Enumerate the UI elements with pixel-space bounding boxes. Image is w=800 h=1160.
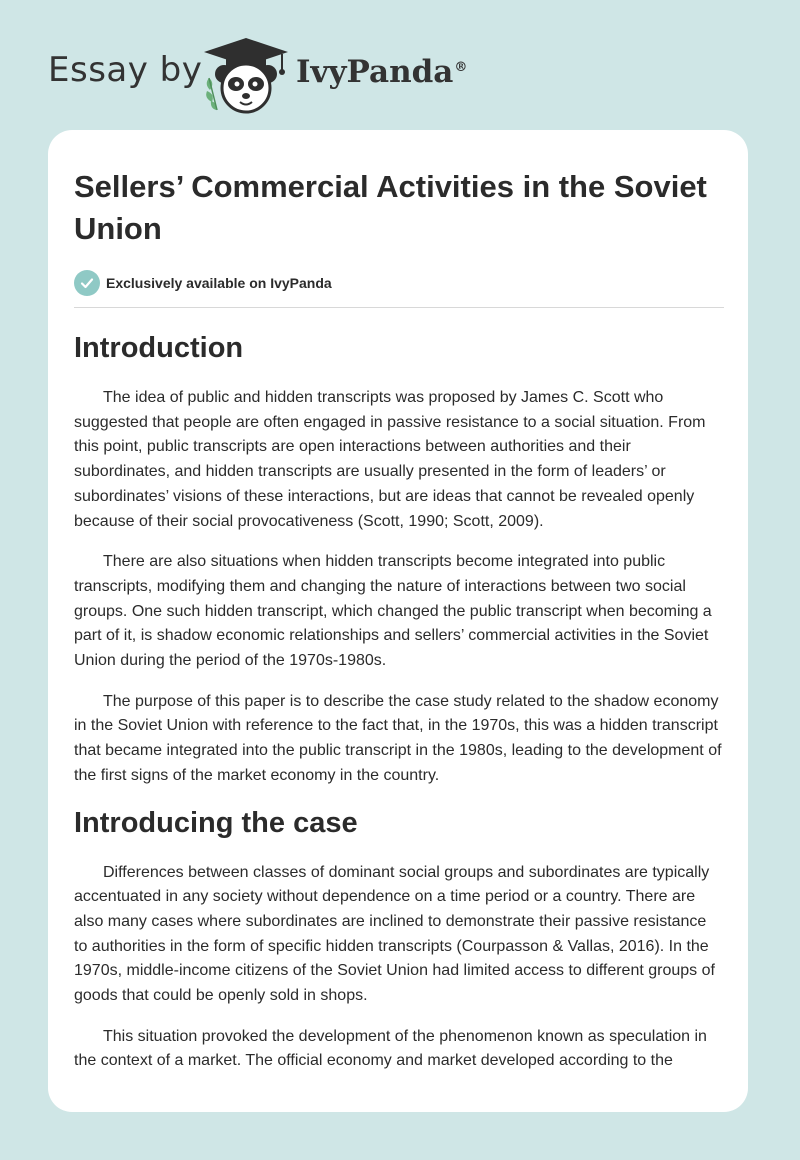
panda-graduation-cap-icon[interactable] [200,34,292,114]
section-introducing-the-case [74,805,724,1075]
exclusive-badge [74,270,724,296]
essay-card [48,130,748,1112]
paragraph: There are also situations when hidden transcripts become integrated into public transcripts, modifying them and changing the nature of interactions between two social groups. One such hidden transcript, which changed the public transcript when becoming a part of it, is shadow economic relationships and sellers’ commercial activities in the Soviet Union during the period of the 1970s-1980s. [74,553,712,670]
brand-name[interactable]: IvyPanda® [296,54,468,90]
registered-mark: ® [454,59,468,75]
section-heading: Introducing the case [74,806,358,839]
paragraph: Differences between classes of dominant social groups and subordinates are typically accentuated in any society without dependence on a time period or a country. There are also many cases where subordinates are inclined to demonstrate their passive resistance to authorities in the form of specific hidden transcripts (Courpasson & Vallas, 2016). In the 1970s, middle-income citizens of the Soviet Union had limited access to different groups of goods that could be openly sold in shops. [74,863,715,1005]
site-header [0,0,800,130]
check-icon [74,270,100,296]
section-heading: Introduction [74,332,244,364]
paragraph: The idea of public and hidden transcripts was proposed by James C. Scott who suggested that people are often engaged in passive resistance to a social situation. From this point, public transcripts are open interactions between authorities and their subordinates, and hidden transcripts are usually presented in the form of leaders’ or subordinates’ visions of these interactions, but are ideas that cannot be revealed openly because of their social provocativeness (Scott, 1990; Scott, 2009). [74,389,706,530]
section-introduction [74,330,724,789]
essay-content [74,166,724,1074]
divider [74,307,724,308]
exclusive-text: Exclusively available on IvyPanda [106,275,332,291]
paragraph: This situation provoked the development of the phenomenon known as speculation in the context of a market. The official economy and market developed according to the [74,1027,707,1070]
essay-by-label: Essay by [48,50,203,90]
paragraph: The purpose of this paper is to describe the case study related to the shadow economy in the Soviet Union with reference to the fact that, in the 1970s, this was a hidden transcript that became integrated into the public transcript in the 1980s, leading to the development of the first signs of the market economy in the country. [74,692,722,784]
page-title: Sellers’ Commercial Activities in the Soviet Union [74,169,707,246]
